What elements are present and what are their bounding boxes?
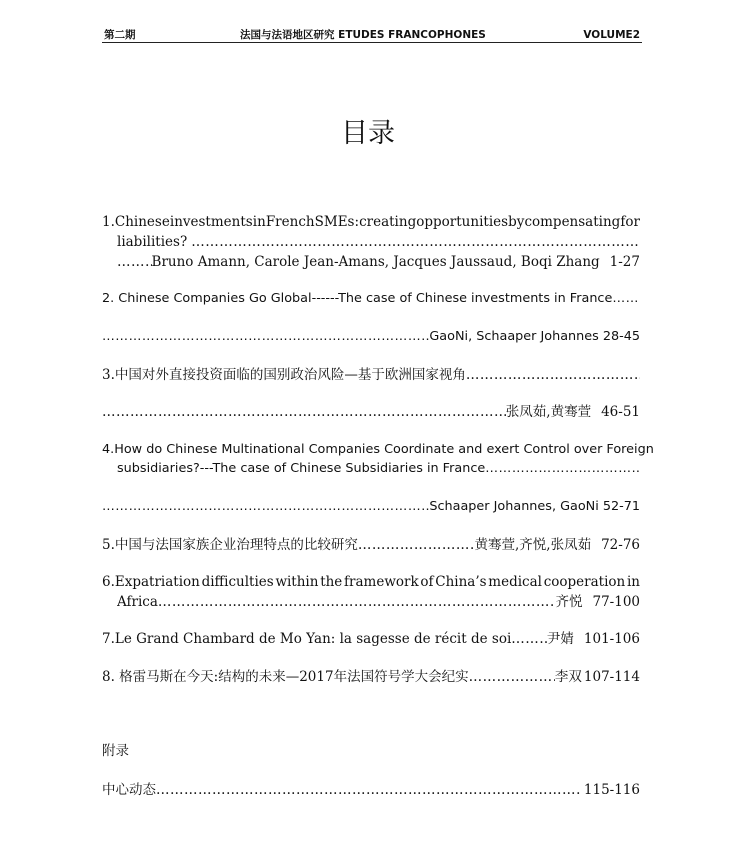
toc-entry-5: 5.中国与法国家族企业治理特点的比较研究 ………………………………………………………………………………………………………………………………………………………… 黄骞萱,齐悦,张凤茹 72-76 — [102, 536, 640, 554]
toc-entry-1-authors — [117, 253, 640, 271]
running-header — [102, 28, 642, 43]
toc-entry-1-subtitle: liabilities? ………………………………………………………………………………………………………………………………………………………… — [117, 233, 640, 251]
toc-entry-6-title: 6.Expatriation difficulties within the framework of China’s medical cooperation in — [102, 574, 640, 590]
toc-entry-6-pages: 77-100 — [592, 594, 640, 610]
toc-entry-2-pages: 28-45 — [602, 329, 640, 344]
toc-entry-3-authors — [102, 403, 640, 421]
appendix-entry: 中心动态 ………………………………………………………………………………………………………………………………………………………… 115-116 — [102, 781, 640, 799]
page-title: 目录 — [341, 118, 395, 149]
journal-title: 法国与法语地区研究 ETUDES FRANCOPHONES — [240, 29, 486, 41]
volume-label: VOLUME2 — [583, 29, 640, 41]
toc-entry-2-author-names: GaoNi, Schaaper Johannes — [429, 329, 599, 344]
toc-entry-4-author-names: Schaaper Johannes, GaoNi — [429, 499, 599, 514]
toc-entry-7-pages: 101-106 — [583, 631, 640, 647]
toc-entry-4-pages: 52-71 — [602, 499, 640, 514]
toc-entry-8-author-names: 李双 — [554, 669, 582, 685]
toc-entry-1-author-names: Bruno Amann, Carole Jean-Amans, Jacques Jaussaud, Boqi Zhang — [151, 254, 600, 270]
toc-entry-8-pages: 107-114 — [583, 669, 640, 685]
toc-entry-6-subtitle: Africa ………………………………………………………………………………………………………………………………………………………… 齐悦 77-100 — [117, 593, 640, 611]
issue-label: 第二期 — [104, 29, 136, 41]
toc-entry-2-authors — [102, 328, 640, 346]
toc-entry-3-title: 3.中国对外直接投资面临的国别政治风险—基于欧洲国家视角 ………………………………………………………………………………………………………………………………………………………… — [102, 366, 640, 384]
toc-entry-7-author-names: 尹婧 — [546, 631, 574, 647]
toc-entry-1-pages: 1-27 — [609, 254, 640, 270]
toc-entry-4-subtitle: subsidiaries?---The case of Chinese Subsidiaries in France ………………………………………………………………………………………………………………………………………………………… — [117, 460, 640, 478]
toc-entry-7: 7.Le Grand Chambard de Mo Yan: la sagesse de récit de soi ………………………………………………………………………………………………………………………………………………………… 尹婧 101-106 — [102, 630, 640, 648]
appendix-heading: 附录 — [102, 743, 129, 759]
toc-entry-1-title: 1.Chinese investments in French SMEs: creating opportunities by compensating for — [102, 214, 640, 230]
appendix-entry-pages: 115-116 — [583, 782, 640, 798]
toc-entry-4-authors — [102, 498, 640, 516]
toc-entry-5-author-names: 黄骞萱,齐悦,张凤茹 — [474, 537, 592, 553]
toc-entry-4-title: 4.How do Chinese Multinational Companies Coordinate and exert Control over Foreign — [102, 442, 654, 457]
toc-entry-6-author-names: 齐悦 — [555, 594, 583, 610]
toc-entry-8: 8. 格雷马斯在今天:结构的未来—2017年法国符号学大会纪实 ………………………………………………………………………………………………………………………………………………………… 李双 107-114 — [102, 668, 640, 686]
toc-entry-5-pages: 72-76 — [601, 537, 640, 553]
toc-entry-3-author-names: 张凤茹,黄骞萱 — [505, 404, 592, 420]
toc-entry-2-title: 2. Chinese Companies Go Global------The case of Chinese investments in France ………………………………………………………………………………………………………………………………………………………… — [102, 290, 640, 308]
toc-entry-3-pages: 46-51 — [601, 404, 640, 420]
